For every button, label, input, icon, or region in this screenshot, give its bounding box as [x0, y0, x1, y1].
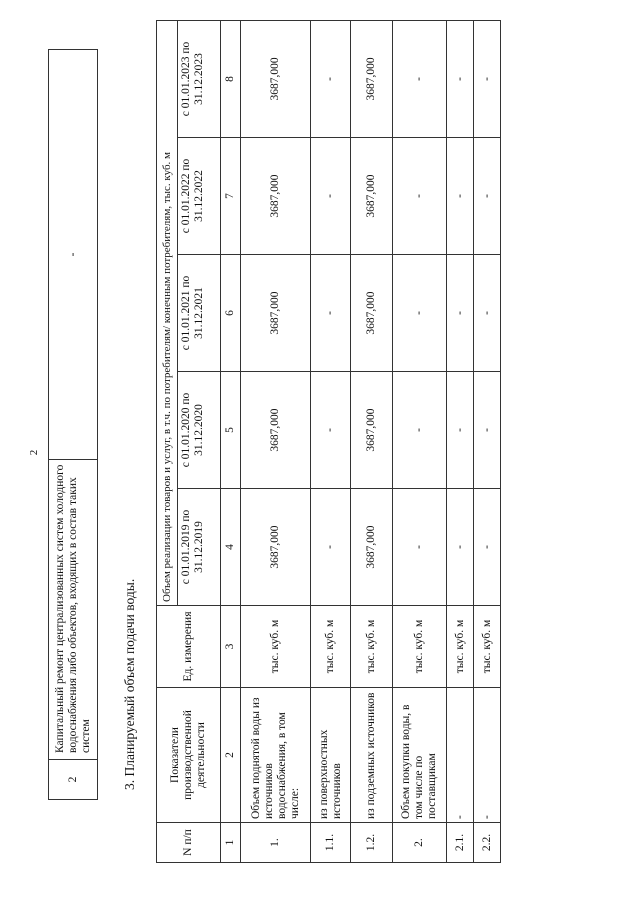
table-row	[393, 20, 447, 862]
row-value: -	[474, 489, 501, 606]
row-unit: тыс. куб. м	[311, 606, 351, 688]
repair-description-line2: водоснабжения либо объектов, входящих в состав таких систем	[66, 477, 92, 753]
row-num: 2.1.	[447, 823, 474, 863]
row-value: 3687,000	[241, 138, 311, 255]
header-period-2022: с 01.01.2022 по 31.12.2022	[178, 138, 221, 255]
column-number: 4	[221, 489, 241, 606]
row-value: -	[393, 20, 447, 137]
column-number: 1	[221, 823, 241, 863]
table-row	[447, 20, 474, 862]
row-value: 3687,000	[241, 372, 311, 489]
row-value: 3687,000	[351, 372, 393, 489]
row-value: -	[311, 372, 351, 489]
row-value: -	[474, 138, 501, 255]
header-period-2019: с 01.01.2019 по 31.12.2019	[178, 489, 221, 606]
row-indicator: -	[447, 688, 474, 823]
repair-value: -	[49, 50, 98, 460]
header-unit: Ед. измерения	[157, 606, 221, 688]
row-value: -	[311, 20, 351, 137]
row-unit: тыс. куб. м	[393, 606, 447, 688]
repair-description-line1: Капитальный ремонт централизованных систем холодного	[53, 464, 66, 753]
column-number-row	[221, 20, 241, 862]
row-indicator: из подземных источников	[351, 688, 393, 823]
row-indicator: Объем поднятой воды из источников водоснабжения, в том числе:	[241, 688, 311, 823]
table-row	[351, 20, 393, 862]
page-number: 2	[28, 449, 40, 456]
row-value: 3687,000	[241, 255, 311, 372]
row-unit: тыс. куб. м	[474, 606, 501, 688]
header-period-2023: с 01.01.2023 по 31.12.2023	[178, 20, 221, 137]
header-row	[157, 20, 178, 862]
header-period-2020: с 01.01.2020 по 31.12.2020	[178, 372, 221, 489]
column-number: 8	[221, 20, 241, 137]
row-value: -	[393, 138, 447, 255]
row-value: 3687,000	[241, 489, 311, 606]
row-indicator: Объем покупки воды, в том числе по поставщикам	[393, 688, 447, 823]
row-unit: тыс. куб. м	[351, 606, 393, 688]
table-row	[311, 20, 351, 862]
table-row	[49, 50, 98, 800]
header-period-2021: с 01.01.2021 по 31.12.2021	[178, 255, 221, 372]
repair-description	[49, 460, 98, 760]
column-number: 3	[221, 606, 241, 688]
row-value: -	[393, 489, 447, 606]
section-title: 3. Планируемый объем подачи воды.	[122, 578, 137, 790]
row-value: -	[447, 20, 474, 137]
header-indicator: Показатели производственной деятельности	[157, 688, 221, 823]
column-number: 7	[221, 138, 241, 255]
repair-table	[48, 49, 98, 800]
row-value: -	[447, 489, 474, 606]
row-unit: тыс. куб. м	[241, 606, 311, 688]
row-value: 3687,000	[351, 138, 393, 255]
row-num: 2.2.	[474, 823, 501, 863]
row-value: -	[474, 372, 501, 489]
row-value: -	[447, 255, 474, 372]
column-number: 5	[221, 372, 241, 489]
row-value: 3687,000	[351, 255, 393, 372]
table-row	[474, 20, 501, 862]
row-value: -	[447, 138, 474, 255]
table-row	[241, 20, 311, 862]
row-value: -	[311, 489, 351, 606]
row-num: 1.	[241, 823, 311, 863]
repair-row-number: 2	[49, 760, 98, 800]
row-value: 3687,000	[241, 20, 311, 137]
header-group: Объем реализации товаров и услуг, в т.ч. по потребителям/ конечным потребителям, тыс. куб. м	[157, 20, 178, 605]
row-indicator: -	[474, 688, 501, 823]
header-num: N п/п	[157, 823, 221, 863]
row-value: -	[474, 20, 501, 137]
row-unit: тыс. куб. м	[447, 606, 474, 688]
column-number: 2	[221, 688, 241, 823]
row-indicator: из поверхностных источников	[311, 688, 351, 823]
row-value: -	[311, 255, 351, 372]
row-value: -	[474, 255, 501, 372]
row-value: -	[447, 372, 474, 489]
column-number: 6	[221, 255, 241, 372]
water-supply-table	[156, 20, 501, 863]
row-value: -	[393, 255, 447, 372]
row-num: 1.2.	[351, 823, 393, 863]
row-value: 3687,000	[351, 489, 393, 606]
row-num: 1.1.	[311, 823, 351, 863]
row-value: -	[393, 372, 447, 489]
row-value: 3687,000	[351, 20, 393, 137]
row-num: 2.	[393, 823, 447, 863]
row-value: -	[311, 138, 351, 255]
